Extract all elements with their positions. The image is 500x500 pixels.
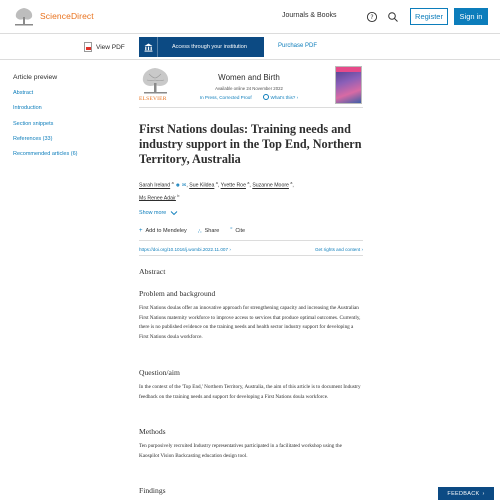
view-pdf-button[interactable] bbox=[84, 42, 125, 52]
rights-link[interactable]: Get rights and content › bbox=[314, 247, 363, 253]
search-icon[interactable] bbox=[387, 11, 399, 23]
author-link[interactable]: Sue Kildea bbox=[189, 182, 215, 189]
publisher-name: ELSEVIER bbox=[139, 96, 167, 102]
svg-text:?: ? bbox=[370, 14, 374, 22]
outline-item-abstract[interactable]: Abstract bbox=[13, 90, 34, 96]
section-text: In the context of the 'Top End,' Northern Territory, Australia, the aim of this article is to document Industry feedback on the training needs and support for developing a First Nations doula workforce. bbox=[139, 384, 361, 400]
share-icon: ∴ bbox=[197, 228, 202, 235]
article-actions bbox=[139, 225, 363, 237]
author-affiliation[interactable]: a bbox=[215, 181, 218, 185]
doi-row bbox=[139, 240, 363, 256]
show-more-label: Show more bbox=[139, 210, 167, 217]
plus-icon: + bbox=[139, 228, 143, 235]
chevron-right-icon: › bbox=[482, 490, 485, 497]
purchase-pdf-link[interactable]: Purchase PDF bbox=[278, 43, 318, 49]
article-outline bbox=[13, 74, 123, 166]
institution-icon bbox=[139, 37, 158, 57]
top-header bbox=[0, 0, 500, 34]
article-main bbox=[139, 122, 363, 256]
author-link[interactable]: Suzanne Moore bbox=[252, 182, 289, 189]
whats-this-link[interactable]: What's this? bbox=[270, 95, 296, 100]
section-text: First Nations doulas offer an innovative approach for strengthening capacity and increasing the Australian First Nations maternity workforce to improve access to services that produce optimal outcomes. Currently, there is no published evidence on the training needs and health sector industry support for developing a First Nations doula workforce. bbox=[139, 305, 361, 340]
section-heading: Methods bbox=[139, 427, 166, 436]
availability-date: Available online 24 November 2022 bbox=[215, 86, 283, 91]
show-more-button[interactable] bbox=[139, 210, 363, 216]
pdf-icon bbox=[84, 42, 92, 52]
share-button[interactable] bbox=[198, 228, 220, 235]
in-press-link[interactable]: In Press, Corrected Proof bbox=[199, 95, 252, 100]
author-link[interactable]: Ms Renee Adair bbox=[139, 195, 176, 202]
outline-item-recommended[interactable]: Recommended articles (6) bbox=[13, 151, 78, 158]
outline-item-references[interactable]: References (33) bbox=[13, 135, 53, 142]
sciencedirect-logo[interactable] bbox=[12, 6, 94, 26]
section-heading: Question/aim bbox=[139, 368, 180, 377]
doi-link[interactable]: https://doi.org/10.1016/j.wombi.2022.11.007 › bbox=[139, 247, 231, 253]
journal-title[interactable]: Women and Birth bbox=[218, 73, 280, 82]
feedback-button[interactable] bbox=[438, 487, 494, 500]
access-institution-button[interactable] bbox=[139, 37, 264, 57]
article-toolbar bbox=[0, 34, 500, 60]
abstract-section-aim bbox=[139, 368, 363, 402]
author-link[interactable]: Sarah Ireland bbox=[139, 182, 171, 189]
outline-item-introduction[interactable]: Introduction bbox=[13, 105, 42, 112]
cover-band bbox=[336, 67, 361, 72]
abstract-section-findings bbox=[139, 486, 363, 500]
cite-label: Cite bbox=[235, 228, 246, 235]
journal-cover-image[interactable] bbox=[335, 66, 362, 104]
author-link[interactable]: Yvette Roe bbox=[220, 182, 246, 189]
author-list: Sarah Ireland $^a$ ☻ ✉, Sue Kildea $^a$, Yvette Roe $^a$, Suzanne Moore $^a$, Ms Renee Adair $^b$ bbox=[139, 181, 294, 202]
author-affiliation[interactable]: a bbox=[290, 181, 293, 185]
abstract-heading: Abstract bbox=[139, 267, 166, 276]
email-icon[interactable]: ✉ bbox=[181, 182, 187, 189]
feedback-label: FEEDBACK bbox=[447, 490, 480, 497]
info-circle-icon bbox=[263, 94, 269, 100]
abstract-section-methods bbox=[139, 427, 363, 461]
person-icon: ☻ bbox=[175, 182, 181, 189]
add-mendeley-label: Add to Mendeley bbox=[145, 228, 187, 235]
abstract-section-problem bbox=[139, 289, 363, 342]
add-mendeley-button[interactable] bbox=[139, 228, 187, 234]
cite-button[interactable] bbox=[230, 228, 245, 234]
journal-header bbox=[139, 66, 363, 108]
section-heading: Findings bbox=[139, 486, 166, 495]
brand-name: ScienceDirect bbox=[40, 11, 94, 21]
signin-button[interactable]: Sign in bbox=[454, 8, 488, 25]
register-button[interactable]: Register bbox=[410, 8, 448, 25]
section-heading: Problem and background bbox=[139, 289, 216, 298]
journals-books-link[interactable]: Journals & Books bbox=[282, 12, 337, 19]
chevron-right-icon: › bbox=[296, 95, 299, 100]
author-affiliation[interactable]: a bbox=[247, 181, 250, 185]
article-title: First Nations doulas: Training needs and industry support in the Top End, Northern Territory, Australia bbox=[139, 122, 362, 166]
elsevier-logo[interactable] bbox=[139, 66, 172, 100]
section-text: Ten purposively recruited Industry representatives participated in a facilitated workshop using the Kaospilot Vision Backcasting education design tool. bbox=[139, 443, 342, 459]
access-label: Access through your institution bbox=[172, 44, 247, 50]
outline-item-section-snippets[interactable]: Section snippets bbox=[13, 120, 54, 127]
view-pdf-label: View PDF bbox=[96, 43, 125, 51]
elsevier-tree-icon bbox=[12, 6, 36, 26]
quote-icon: ” bbox=[230, 228, 233, 235]
journal-status-links bbox=[179, 94, 319, 100]
outline-title: Article preview bbox=[13, 74, 58, 81]
chevron-down-icon bbox=[170, 210, 178, 216]
author-affiliation[interactable]: a bbox=[171, 181, 174, 185]
author-affiliation[interactable]: b bbox=[177, 193, 180, 198]
share-label: Share bbox=[204, 228, 220, 235]
help-icon[interactable] bbox=[366, 11, 378, 23]
